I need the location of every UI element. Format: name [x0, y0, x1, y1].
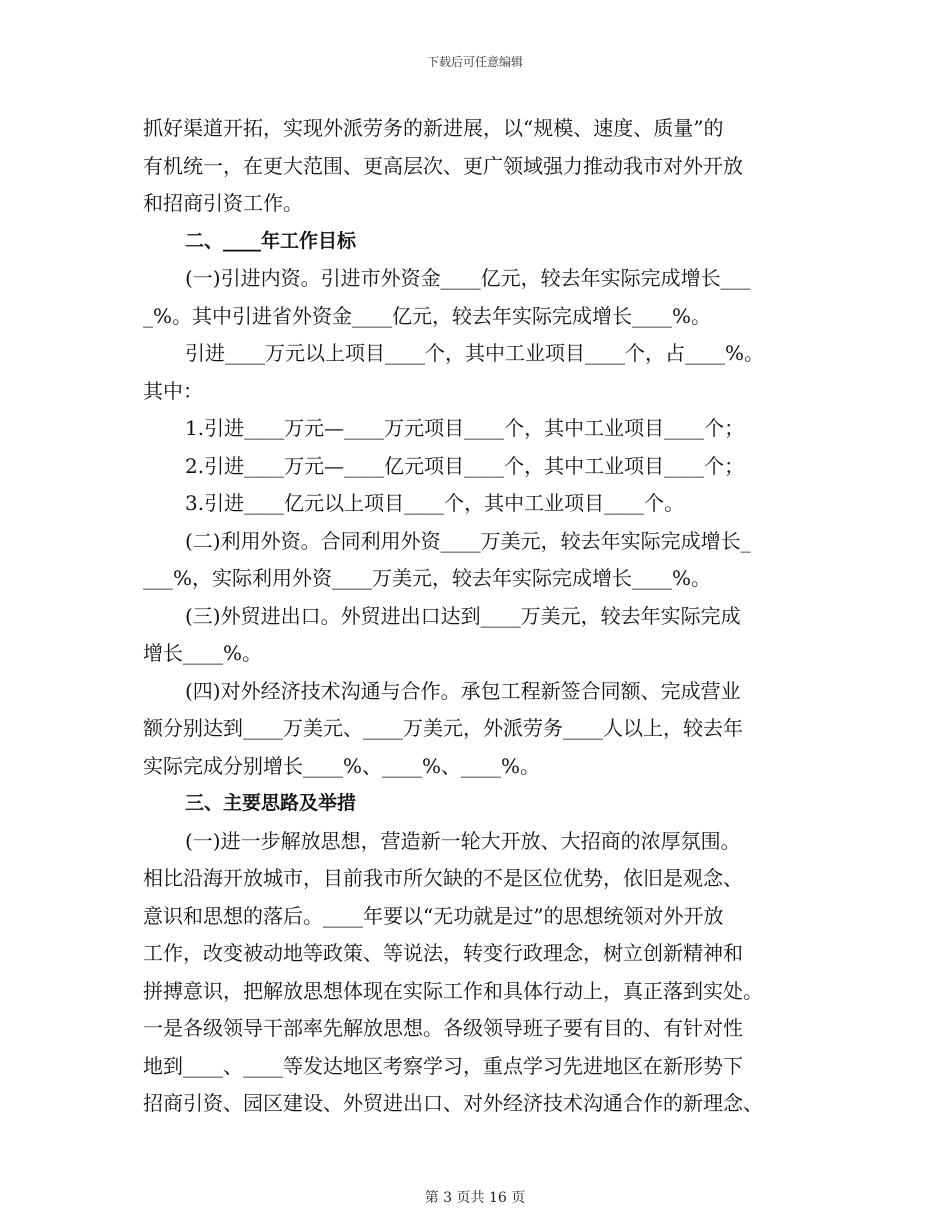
paragraph-line: ___%，实际利用外资____万美元，较去年实际完成增长____%。	[143, 566, 712, 590]
paragraph-line: 实际完成分别增长____%、____%、____%。	[143, 753, 541, 778]
paragraph-line: 有机统一，在更大范围、更高层次、更广领域强力推动我市对外开放	[143, 153, 743, 178]
paragraph-line: _%。其中引进省外资金____亿元，较去年实际完成增长____%。	[143, 303, 712, 328]
paragraph-line: 拼搏意识，把解放思想体现在实际工作和具体行动上，真正落到实处。	[143, 978, 763, 1003]
page-header: 下载后可任意编辑	[426, 55, 523, 69]
paragraph-line: 意识和思想的落后。____年要以“无功就是过”的思想统领对外开放	[143, 903, 724, 928]
paragraph-line: 其中：	[143, 378, 203, 403]
document-body	[143, 110, 808, 1123]
paragraph-line: 和招商引资工作。	[143, 191, 303, 215]
paragraph-line: 额分别达到____万美元、____万美元，外派劳务____人以上，较去年	[143, 716, 743, 740]
paragraph-line: 工作，改变被动地等政策、等说法，转变行政理念，树立创新精神和	[143, 941, 743, 965]
paragraph-line: (一)进一步解放思想，营造新一轮大开放、大招商的浓厚氛围。	[185, 828, 741, 853]
paragraph-line: 1.引进____万元—____万元项目____个，其中工业项目____个；	[185, 416, 745, 440]
paragraph-line: 引进____万元以上项目____个，其中工业项目____个，占____%。	[185, 341, 765, 365]
paragraph-line: (一)引进内资。引进市外资金____亿元，较去年实际完成增长___	[185, 266, 751, 290]
paragraph-line: (二)利用外资。合同利用外资____万美元，较去年实际完成增长_	[185, 528, 751, 553]
section-heading: 二、____年工作目标	[185, 229, 357, 252]
paragraph-line: 一是各级领导干部率先解放思想。各级领导班子要有目的、有针对性	[143, 1016, 743, 1040]
paragraph-line: 2.引进____万元—____亿元项目____个，其中工业项目____个；	[185, 453, 745, 478]
paragraph-line: (四)对外经济技术沟通与合作。承包工程新签合同额、完成营业	[185, 678, 741, 703]
section-heading: 三、主要思路及举措	[185, 792, 357, 814]
paragraph-line: 招商引资、园区建设、外贸进出口、对外经济技术沟通合作的新理念、	[143, 1091, 763, 1115]
paragraph-line: 3.引进____亿元以上项目____个，其中工业项目____个。	[185, 491, 685, 515]
paragraph-line: (三)外贸进出口。外贸进出口达到____万美元，较去年实际完成	[185, 603, 741, 628]
paragraph-line: 抓好渠道开拓，实现外派劳务的新进展，以“规模、速度、质量”的	[143, 116, 724, 140]
page-footer: 第 3 页共 16 页	[424, 1190, 526, 1206]
paragraph-line: 地到____、____等发达地区考察学习，重点学习先进地区在新形势下	[143, 1053, 743, 1078]
paragraph-line: 相比沿海开放城市，目前我市所欠缺的不是区位优势，依旧是观念、	[143, 866, 743, 890]
paragraph-line: 增长____%。	[143, 641, 263, 665]
